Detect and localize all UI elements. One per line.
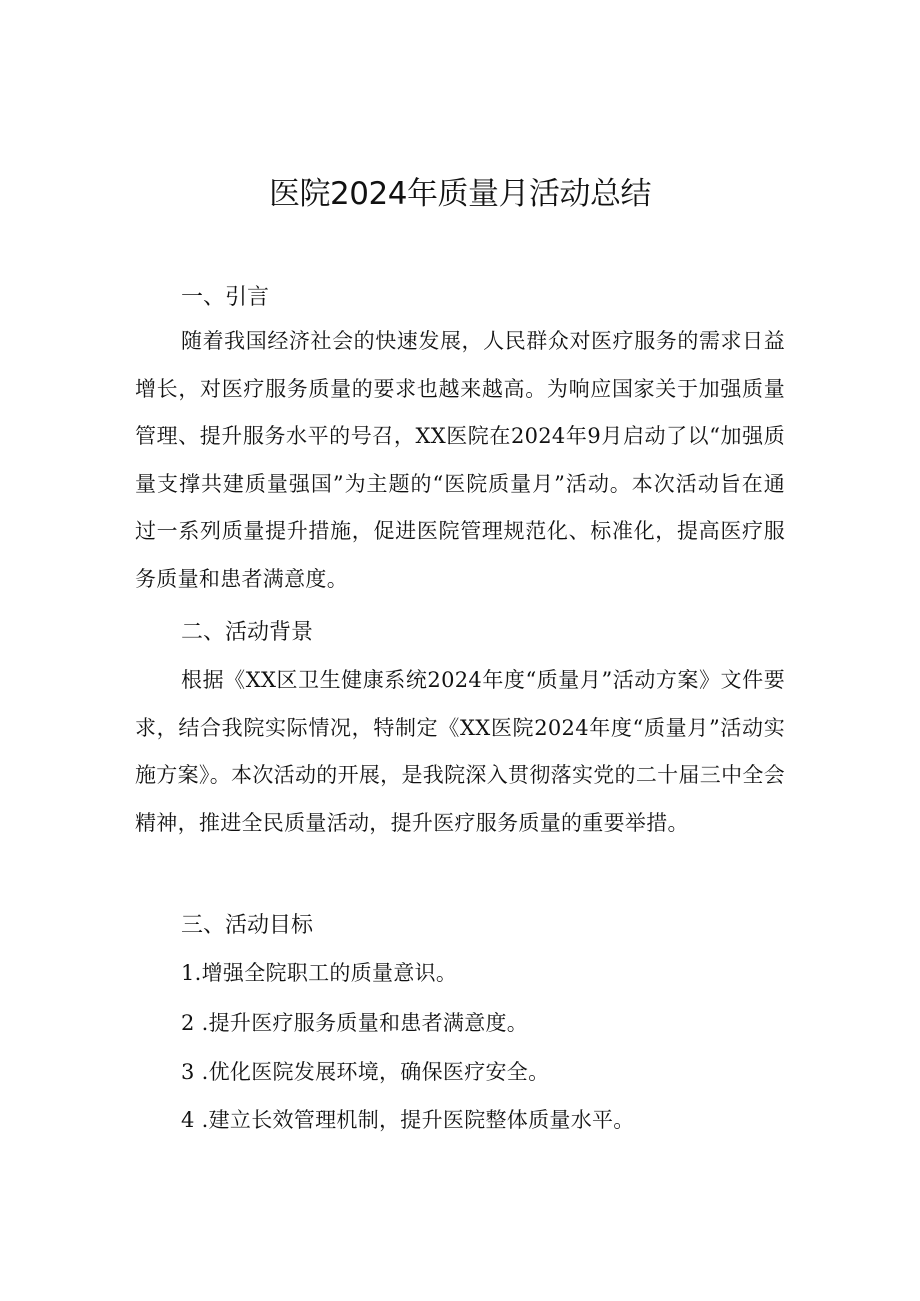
section-paragraph-background: 根据《XX区卫生健康系统2024年度“质量月”活动方案》文件要求，结合我院实际情况，特制定《XX医院2024年度“质量月”活动实施方案》。本次活动的开展，是我院深入贯彻落实党的二十届三中全会精神，推进全民质量活动，提升医疗服务质量的重要举措。 (135, 668, 785, 835)
section-heading-goals: 三、活动目标 (181, 913, 314, 938)
goal-list-item: 3 .优化医院发展环境，确保医疗安全。 (181, 1060, 550, 1084)
section-heading-background: 二、活动背景 (181, 620, 314, 645)
section-paragraph-introduction: 随着我国经济社会的快速发展，人民群众对医疗服务的需求日益增长，对医疗服务质量的要求也越来越高。为响应国家关于加强质量管理、提升服务水平的号召，XX医院在2024年9月启动了以“加强质量支撑共建质量强国”为主题的“医院质量月”活动。本次活动旨在通过一系列质量提升措施，促进医院管理规范化、标准化，提高医疗服务质量和患者满意度。 (135, 329, 785, 591)
goal-list-item: 4 .建立长效管理机制，提升医院整体质量水平。 (181, 1108, 635, 1132)
section-heading-introduction: 一、引言 (181, 285, 270, 310)
goal-list-item: 2 .提升医疗服务质量和患者满意度。 (181, 1011, 529, 1035)
goal-list-item: 1.增强全院职工的质量意识。 (181, 961, 458, 985)
document-title: 医院2024年质量月活动总结 (269, 176, 651, 212)
